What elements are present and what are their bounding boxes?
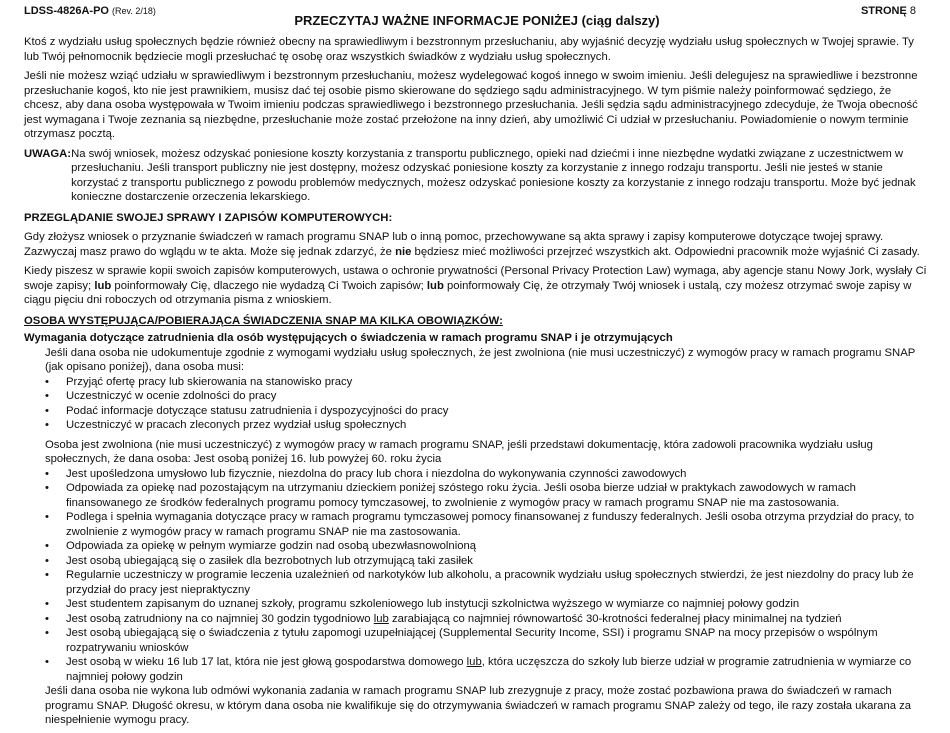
- must-list: [24, 375, 930, 433]
- page-label: STRONĘ: [860, 5, 907, 17]
- snap-paragraph-2: Osoba jest zwolniona (nie musi uczestniczyć) z wymogów pracy w ramach programu SNAP, jeśli przedstawi dokumentację, która zadowoli pracownika wydziału usług społecznych, że dana osoba: Jest osobą poniżej 16. lub powyżej 60. roku życia: [45, 438, 873, 465]
- form-revision: (Rev. 2/18): [112, 6, 156, 16]
- list-item: • Jest upośledzona umysłowo lub fizycznie, niezdolna do pracy lub chora i niezdolna do wykonywania czynności zawodowych: [66, 467, 930, 482]
- page-number-value: 8: [909, 5, 916, 17]
- list-item: • Uczestniczyć w ocenie zdolności do pracy: [66, 389, 930, 404]
- list-item: • Odpowiada za opiekę nad pozostającym na utrzymaniu dzieckiem poniżej szóstego roku życia. Jeśli osoba bierze udział w praktykach zawodowych w ramach finansowanego ze środków federalnych programu pomocy tymczasowej, to zwolnienie z wymogów pracy w ramach programu SNAP nie ma zastosowania.: [66, 481, 930, 510]
- page-title: PRZECZYTAJ WAŻNE INFORMACJE PONIŻEJ (ciąg dalszy): [294, 13, 660, 28]
- list-item: • Regularnie uczestniczy w programie leczenia uzależnień od narkotyków lub alkoholu, a pracownik wydziału usług społecznych stwierdzi, że jest niezdolny do pracy lub że przydział do pracy jest niepraktyczny: [66, 568, 930, 597]
- list-item: • Jest osobą zatrudniony na co najmniej 30 godzin tygodniowo lub zarabiającą co najmniej równowartość 30-krotności federalnej płacy minimalnej na tydzień: [66, 612, 930, 627]
- records-heading: PRZEGLĄDANIE SWOJEJ SPRAWY I ZAPISÓW KOMPUTEROWYCH:: [24, 211, 393, 224]
- intro-paragraph-1: Ktoś z wydziału usług społecznych będzie również obecny na sprawiedliwym i bezstronnym przesłuchaniu, aby wyjaśnić decyzję wydziału usług społecznych w Twojej sprawie. Ty lub Twój pełnomocnik będziecie mogli przesłuchać tę osobę oraz wszystkich świadków z wydziału usług społecznych.: [24, 36, 914, 63]
- list-item: • Jest osobą ubiegającą się o zasiłek dla bezrobotnych lub otrzymującą taki zasiłek: [66, 554, 930, 569]
- snap-paragraph-3: Jeśli dana osoba nie wykona lub odmówi wykonania zadania w ramach programu SNAP lub zrezygnuje z pracy, może zostać pozbawiona prawa do świadczeń w ramach programu SNAP. Długość okresu, w którym dana osoba nie kwalifikuje się do otrzymywania świadczeń w ramach programu SNAP zależy od tego, ile razy została ukarana za niespełnienie wymogu pracy.: [45, 685, 912, 726]
- list-item: • Uczestniczyć w pracach zleconych przez wydział usług społecznych: [66, 418, 930, 433]
- snap-subheading: Wymagania dotyczące zatrudnienia dla osób występujących o świadczenia w ramach programu SNAP i je otrzymujących: [24, 332, 673, 344]
- list-item: • Podlega i spełnia wymagania dotyczące pracy w ramach programu tymczasowej pomocy finansowanej z funduszy federalnych. Jeśli osoba otrzyma przydział do pracy, to zwolnienie z wymogów pracy w ramach programu SNAP nie ma zastosowania.: [66, 510, 930, 539]
- page-header: [24, 4, 930, 28]
- records-paragraph-2: Kiedy piszesz w sprawie kopii swoich zapisów komputerowych, ustawa o ochronie prywatności (Personal Privacy Protection Law) wymaga, aby agencje stanu Nowy Jork, wysłały Ci swoje zapisy; lub poinformowały Cię, dlaczego nie wydadzą Ci Twoich zapisów; lub poinformowały Cię, że otrzymały Twój wniosek i ustalą, czy możesz otrzymać swoje zapisy w ciągu pięciu dni roboczych od otrzymania pisma z wnioskiem.: [24, 265, 927, 306]
- list-item: • Jest osobą ubiegającą się o świadczenia z tytułu zapomogi uzupełniającej (Supplemental Security Income, SSI) i programu SNAP na mocy przepisów o wspólnym rozpatrywaniu wniosków: [66, 626, 930, 655]
- note-text: Na swój wniosek, możesz odzyskać poniesione koszty korzystania z transportu publicznego, opieki nad dziećmi i inne niezbędne wydatki związane z uczestnictwem w przesłuchaniu. Jeśli transport publiczny nie jest dostępny, możesz odzyskać poniesione koszty za korzystanie z innego rodzaju transportu. Jeśli nie jesteś w stanie korzystać z transportu publicznego z powodu problemów medycznych, możesz odzyskać poniesione koszty za korzystanie z innego rodzaju transportu. Może być jednak konieczne dostarczenie orzeczenia lekarskiego.: [71, 147, 916, 203]
- list-item: • Jest studentem zapisanym do uznanej szkoły, programu szkoleniowego lub instytucji szkolnictwa wyższego w wymiarze co najmniej połowy godzin: [66, 597, 930, 612]
- form-number: LDSS-4826A-PO: [24, 5, 109, 17]
- exempt-list: [24, 467, 930, 685]
- list-item: • Podać informacje dotyczące statusu zatrudnienia i dyspozycyjności do pracy: [66, 404, 930, 419]
- note-label: UWAGA:: [24, 147, 72, 160]
- list-item: • Przyjąć ofertę pracy lub skierowania na stanowisko pracy: [66, 375, 930, 390]
- snap-paragraph-1: Jeśli dana osoba nie udokumentuje zgodnie z wymogami wydziału usług społecznych, że jest zwolniona (nie musi uczestniczyć) z wymogów pracy w ramach programu SNAP (jak opisano poniżej), dana osoba musi:: [45, 346, 916, 373]
- records-paragraph-1: Gdy złożysz wniosek o przyznanie świadczeń w ramach programu SNAP lub o inną pomoc, przechowywane są akta sprawy i zapisy komputerowe dotyczące twojej sprawy. Zazwyczaj masz prawo do wglądu w te akta. Może się jednak zdarzyć, że nie będziesz mieć możliwości przejrzeć wszystkich akt. Odpowiedni pracownik może wyjaśnić Ci zasady.: [24, 231, 920, 258]
- note-block: [24, 147, 930, 205]
- snap-heading: OSOBA WYSTĘPUJĄCA/POBIERAJĄCA ŚWIADCZENIA SNAP MA KILKA OBOWIĄZKÓW:: [24, 314, 503, 327]
- list-item: • Jest osobą w wieku 16 lub 17 lat, która nie jest głową gospodarstwa domowego lub, która uczęszcza do szkoły lub bierze udział w programie zatrudnienia w wymiarze co najmniej połowy godzin: [66, 655, 930, 684]
- intro-paragraph-2: Jeśli nie możesz wziąć udziału w sprawiedliwym i bezstronnym przesłuchaniu, możesz wydelegować kogoś innego w swoim imieniu. Jeśli delegujesz na sprawiedliwe i bezstronne przesłuchanie kogoś, kto nie jest prawnikiem, musisz dać tej osobie pismo skierowane do sędziego sądu administracyjnego. W tym piśmie należy poinformować sędziego, że chcesz, aby dana osoba występowała w Twoim imieniu podczas sprawiedliwego i bezstronnego przesłuchania. Jeśli sędzia sądu administracyjnego zdecyduje, że Twoja obecność jest wymagana i Twoje zeznania są niezbędne, przesłuchanie może zostać przełożone na inny dzień, aby umożliwić Ci udział w przesłuchaniu. Powiadomienie o nowym terminie otrzymasz pocztą.: [24, 70, 918, 140]
- list-item: • Odpowiada za opiekę w pełnym wymiarze godzin nad osobą ubezwłasnowolnioną: [66, 539, 930, 554]
